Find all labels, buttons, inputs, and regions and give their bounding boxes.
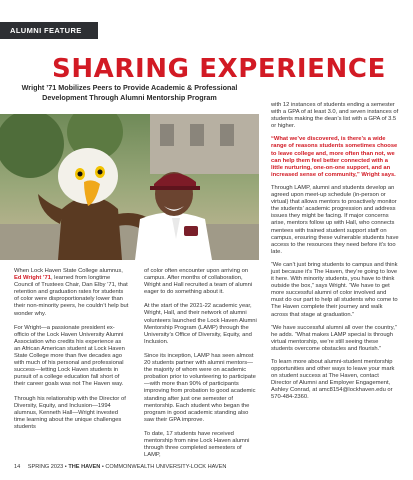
- paragraph: of color often encounter upon arriving on campus. After months of collaboration, Wright and Hall recruited a team of alumni eager to do something about it.: [144, 268, 253, 296]
- article-photo: [0, 114, 259, 260]
- footer-issue: SPRING 2023 •: [27, 464, 67, 470]
- paragraph: “We have successful alumni all over the country,” he adds. “What makes LAMP special is through virtual mentorship, we’re still seeing these students overcome obstacles and flourish.”: [271, 324, 397, 352]
- paragraph: Since its inception, LAMP has seen almost 20 students partner with alumni mentors—the majority of whom were on academic probation prior to volunteering to participate—with more than 90% of participants improving from probation to good academic standing after just one semester of mentorship. Each student who began the program in good academic standing also saw their GPA improve.: [144, 352, 256, 423]
- page-number: 14: [14, 464, 21, 470]
- article-headline: SHARING EXPERIENCE: [52, 54, 386, 84]
- article-subheadline: Wright ’71 Mobilizes Peers to Provide Academic & Professional Development Through Alumni Mentorship Program: [21, 83, 238, 102]
- paragraph: When Lock Haven State College alumnus, Ed Wright ’71, learned from longtime Council of Trustees Chair, Dan Elby ’71, that retention and graduation rates for students of color were disproportionately lower than their non-minority peers, he couldn’t help but wonder why.: [14, 268, 129, 317]
- paragraph: with 12 instances of students ending a semester with a GPA of at least 3.0, and seven instances of students making the dean’s list with a GPA of 3.5 or higher.: [271, 102, 399, 130]
- paragraph: At the start of the 2021-22 academic year, Wright, Hall, and their network of alumni volunteers launched the Lock Haven Alumni Mentorship Program (LAMP) through the University’s Office of Diversity, Equity, and Inclusion.: [144, 303, 257, 345]
- paragraph: For Wright—a passionate president ex-officio of the Lock Haven University Alumni Association who credits his experience as an African American student at Lock Haven State College more than five decades ago with much of his personal and professional success—letting Lock Haven students in pursuit of a college education fall short of their career goals was not The Haven way.: [14, 324, 125, 388]
- paragraph: Through his relationship with the Director of Diversity, Equity, and Inclusion—1994 alumnus, Kenneth Hall—Wright invested time learning about the unique challenges students: [14, 395, 126, 430]
- pull-quote: “What we’ve discovered, is there’s a wide range of reasons students sometimes choose to leave college and, more often than not, we can help them feel better connected with a little nurturing, one-on-one support, and an increased sense of community,” Wright says.: [271, 136, 398, 178]
- section-banner-label: ALUMNI FEATURE: [10, 26, 82, 35]
- paragraph: To date, 17 students have received mentorship from nine Lock Haven alumni through three completed semesters of LAMP,: [144, 430, 250, 459]
- paragraph: “We can’t just bring students to campus and think just because it’s The Haven, they’re going to love it here. With minority students, you have to think outside the box,” says Wright. “We have to get more successful alumni of color involved and must do our part to help all students who come to The Haven complete their journey and walk across that stage at graduation.”: [271, 261, 398, 318]
- article-column-2: [144, 268, 259, 466]
- photo-mascot-and-alumnus-icon: [0, 114, 259, 260]
- paragraph: Through LAMP, alumni and students develop an agreed upon meet-up schedule (in-person or virtual) that allows mentors to proactively monitor the students’ academic progression and address issues they might be facing. If major concerns arise, mentors follow up with Hall, who connects mentees with trained student support staff on campus, ensuring these vulnerable students have access to the resources they need before it’s too late.: [271, 184, 399, 255]
- section-banner: [0, 22, 98, 39]
- article-column-1: [14, 268, 129, 438]
- footer-magazine: THE HAVEN: [68, 464, 101, 470]
- footer-university: • COMMONWEALTH UNIVERSITY-LOCK HAVEN: [101, 464, 227, 470]
- article-column-3: [271, 102, 399, 408]
- alumnus-name: Ed Wright ’71: [14, 275, 51, 282]
- paragraph: To learn more about alumni-student mentorship opportunities and other ways to leave your mark on student success at The Haven, contact Director of Alumni and Employer Engagement, Ashley Conrad, at amc8154@lockhaven.edu or 570-484-2360.: [271, 359, 395, 401]
- page-footer: [14, 464, 226, 470]
